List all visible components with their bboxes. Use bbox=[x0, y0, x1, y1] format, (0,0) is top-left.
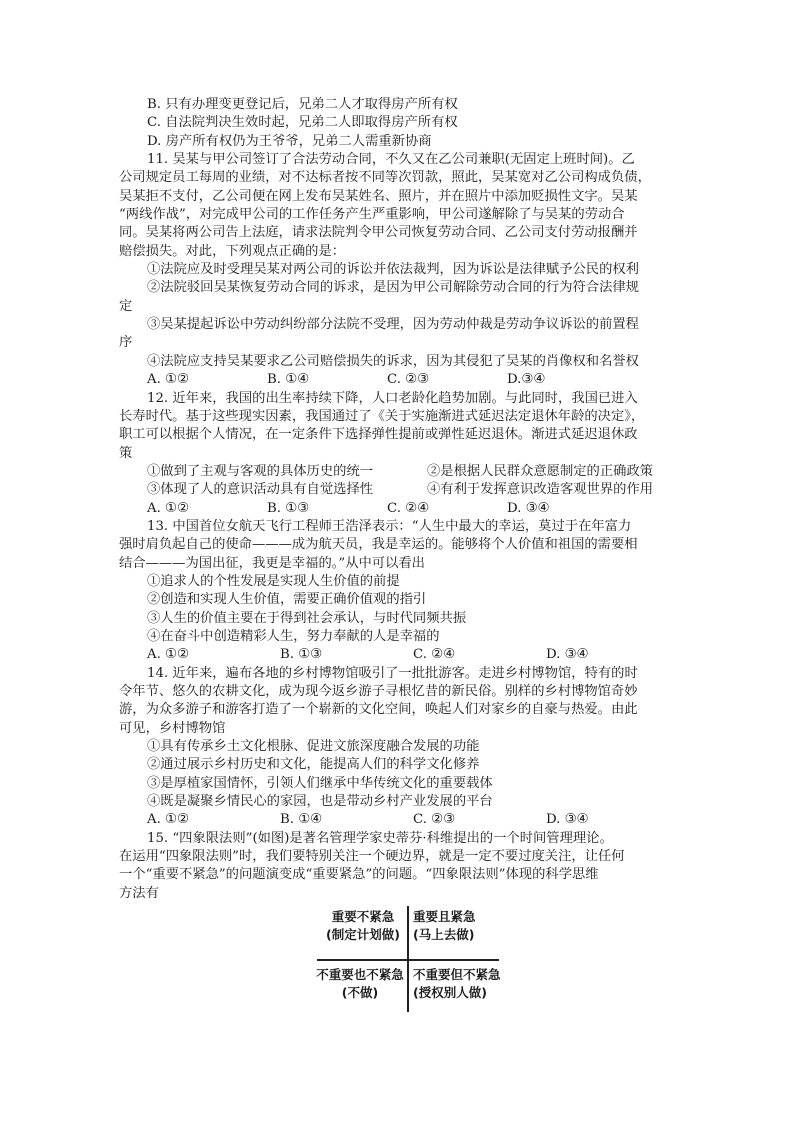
q12-option-b[interactable]: B. ①③ bbox=[267, 500, 310, 516]
q12-stem-line: 策 bbox=[119, 445, 133, 461]
q10-option-b: B. 只有办理变更登记后，兄弟二人才取得房产所有权 bbox=[147, 97, 458, 112]
q14-stem-line: 令年节、悠久的农耕文化，成为现今返乡游子寻根忆昔的新民俗。别样的乡村博物馆奇妙 bbox=[119, 684, 638, 699]
q13-option-c[interactable]: C. ②④ bbox=[413, 647, 455, 663]
q13-statement-2: ②创造和实现人生价值，需要正确价值观的指引 bbox=[147, 592, 427, 608]
q12-stem-line: 12. 近年来，我国的出生率持续下降，人口老龄化趋势加剧。与此同时，我国已进入 bbox=[147, 390, 638, 406]
q11-option-a[interactable]: A. ①② bbox=[147, 372, 189, 388]
q13-stem-line: 13. 中国首位女航天飞行工程师王浩泽表示：“人生中最大的幸运，莫过于在年富力 bbox=[147, 518, 632, 534]
q11-stem-line: “两线作战”，对完成甲公司的工作任务产生严重影响，甲公司遂解除了与吴某的劳动合 bbox=[119, 207, 625, 223]
quadrant-label: 重要且紧急 bbox=[413, 909, 476, 924]
q15-stem-line: 15. “四象限法则”(如图)是著名管理学家史蒂芬·科维提出的一个时间管理理论。 bbox=[147, 830, 613, 846]
q11-statement-4: ④法院应支持吴某要求乙公司赔偿损失的诉求，因为其侵犯了吴某的肖像权和名誉权 bbox=[147, 353, 639, 369]
q15-stem-line: 方法有 bbox=[119, 885, 159, 901]
quadrant-sublabel: (马上去做) bbox=[413, 927, 475, 942]
q13-statement-3: ③人生的价值主要在于得到社会承认，与时代同频共振 bbox=[147, 610, 467, 626]
q10-option-d: D. 房产所有权仍为王爷爷，兄弟二人需重新协商 bbox=[147, 133, 432, 149]
q14-answer-options bbox=[119, 811, 679, 829]
q11-option-c[interactable]: C. ②③ bbox=[387, 372, 429, 388]
q15-stem-line: 一个“重要不紧急”的问题演变成“重要紧急”的问题。“四象限法则”体现的科学思维 bbox=[119, 867, 599, 883]
q13-option-d[interactable]: D. ③④ bbox=[546, 647, 589, 663]
q12-statement-2: ②是根据人民群众意愿制定的正确政策 bbox=[427, 463, 654, 479]
q12-answer-options bbox=[119, 500, 679, 518]
q14-option-a[interactable]: A. ①② bbox=[147, 812, 189, 828]
q12-statement-4: ④有利于发挥意识改造客观世界的作用 bbox=[427, 482, 654, 498]
q11-stem-line: 11. 吴某与甲公司签订了合法劳动合同，不久又在乙公司兼职(无固定上班时间)。乙 bbox=[147, 152, 635, 168]
q12-statement-1: ①做到了主观与客观的具体历史的统一 bbox=[147, 463, 374, 479]
q13-stem-line: 结合———为国出征，我更是幸福的。”从中可以看出 bbox=[119, 555, 425, 571]
quadrant-sublabel: (授权别人做) bbox=[413, 985, 487, 1000]
q11-option-b[interactable]: B. ①④ bbox=[267, 372, 310, 388]
quadrant-important-urgent bbox=[413, 908, 476, 944]
q11-stem-line: 公司规定员工每周的业绩，对不达标者按不同等次罚款，照此，吴某宽对乙公司构成负债， bbox=[119, 170, 651, 186]
q12-option-c[interactable]: C. ②④ bbox=[387, 500, 429, 516]
q12-statements-row-1 bbox=[119, 463, 679, 481]
q14-statement-2: ②通过展示乡村历史和文化，能提高人们的科学文化修养 bbox=[147, 757, 480, 773]
q13-statement-4: ④在奋斗中创造精彩人生，努力奉献的人是幸福的 bbox=[147, 628, 440, 644]
q11-stem-line: 吴某拒不支付，乙公司便在网上发布吴某姓名、照片，并在照片中添加贬损性文字。吴某 bbox=[119, 188, 638, 204]
q11-stem-line: 赔偿损失。对此，下列观点正确的是： bbox=[119, 243, 346, 259]
q11-option-d[interactable]: D.③④ bbox=[507, 372, 546, 388]
q12-statement-3: ③体现了人的意识活动具有自觉选择性 bbox=[147, 482, 374, 498]
q11-statement-3: ③吴某提起诉讼中劳动纠纷部分法院不受理，因为劳动仲裁是劳动争议诉讼的前置程 bbox=[147, 317, 639, 333]
q11-statement-2-cont: 定 bbox=[119, 298, 133, 314]
quadrant-label: 不重要也不紧急 bbox=[316, 967, 404, 982]
quadrant-label: 重要不紧急 bbox=[331, 909, 395, 924]
q12-stem-line: 职工可以根据个人情况，在一定条件下选择弹性提前或弹性延迟退休。渐进式延迟退休政 bbox=[119, 427, 638, 443]
q14-option-c[interactable]: C. ②③ bbox=[413, 812, 455, 828]
q14-option-b[interactable]: B. ①④ bbox=[280, 812, 323, 828]
quadrant-not-important-not-urgent bbox=[315, 966, 405, 1002]
q14-option-d[interactable]: D. ③④ bbox=[546, 812, 589, 828]
q10-option-c: C. 自法院判决生效时起，兄弟二人即取得房产所有权 bbox=[147, 115, 458, 131]
q11-statement-3-cont: 序 bbox=[119, 335, 133, 351]
q12-statements-row-2 bbox=[119, 481, 679, 499]
q13-answer-options bbox=[119, 646, 679, 664]
quadrant-label: 不重要但不紧急 bbox=[413, 967, 501, 982]
quadrant-sublabel: (不做) bbox=[341, 985, 379, 1000]
q12-stem-line: 长寿时代。基于这些现实因素，我国通过了《关于实施渐进式延迟法定退休年龄的决定》， bbox=[119, 408, 645, 424]
q15-stem-line: 在运用“四象限法则”时，我们要特别关注一个硬边界，就是一定不要过度关注，让任何 bbox=[119, 849, 625, 865]
quadrant-sublabel: (制定计划做) bbox=[326, 927, 400, 942]
quadrant-not-important-but-not-urgent bbox=[413, 966, 501, 1002]
q14-statement-3: ③是厚植家国情怀，引领人们继承中华传统文化的重要载体 bbox=[147, 775, 493, 791]
q13-statement-1: ①追求人的个性发展是实现人生价值的前提 bbox=[147, 573, 400, 589]
q11-statement-1: ①法院应及时受理吴某对两公司的诉讼并依法裁判，因为诉讼是法律赋予公民的权利 bbox=[147, 262, 639, 278]
quadrant-horizontal-axis bbox=[317, 959, 499, 961]
q11-stem-line: 同。吴某将两公司告上法庭，请求法院判令甲公司恢复劳动合同、乙公司支付劳动报酬并 bbox=[119, 225, 638, 241]
q14-stem-line: 游，为众多游子和游客打造了一个崭新的文化空间，唤起人们对家乡的自豪与热爱。由此 bbox=[119, 702, 638, 718]
quadrant-important-not-urgent bbox=[321, 908, 405, 944]
q13-stem-line: 强时肩负起自己的使命———成为航天员，我是幸运的。能够将个人价值和祖国的需要相 bbox=[119, 537, 638, 553]
q14-stem-line: 14. 近年来，遍布各地的乡村博物馆吸引了一批批游客。走进乡村博物馆，特有的时 bbox=[147, 665, 638, 681]
q11-statement-2: ②法院驳回吴某恢复劳动合同的诉求，是因为甲公司解除劳动合同的行为符合法律规 bbox=[147, 280, 639, 296]
q12-option-d[interactable]: D. ③④ bbox=[507, 500, 550, 516]
four-quadrant-diagram bbox=[309, 906, 499, 1012]
q12-option-a[interactable]: A. ①② bbox=[147, 500, 189, 516]
q13-option-b[interactable]: B. ①③ bbox=[280, 647, 323, 663]
q11-answer-options bbox=[119, 371, 679, 389]
question-text-column bbox=[119, 96, 679, 903]
q14-statement-1: ①具有传承乡土文化根脉、促进文旅深度融合发展的功能 bbox=[147, 739, 480, 755]
q14-statement-4: ④既是凝聚乡情民心的家园，也是带动乡村产业发展的平台 bbox=[147, 794, 493, 810]
q13-option-a[interactable]: A. ①② bbox=[147, 647, 189, 663]
q14-stem-line: 可见，乡村博物馆 bbox=[119, 720, 226, 736]
